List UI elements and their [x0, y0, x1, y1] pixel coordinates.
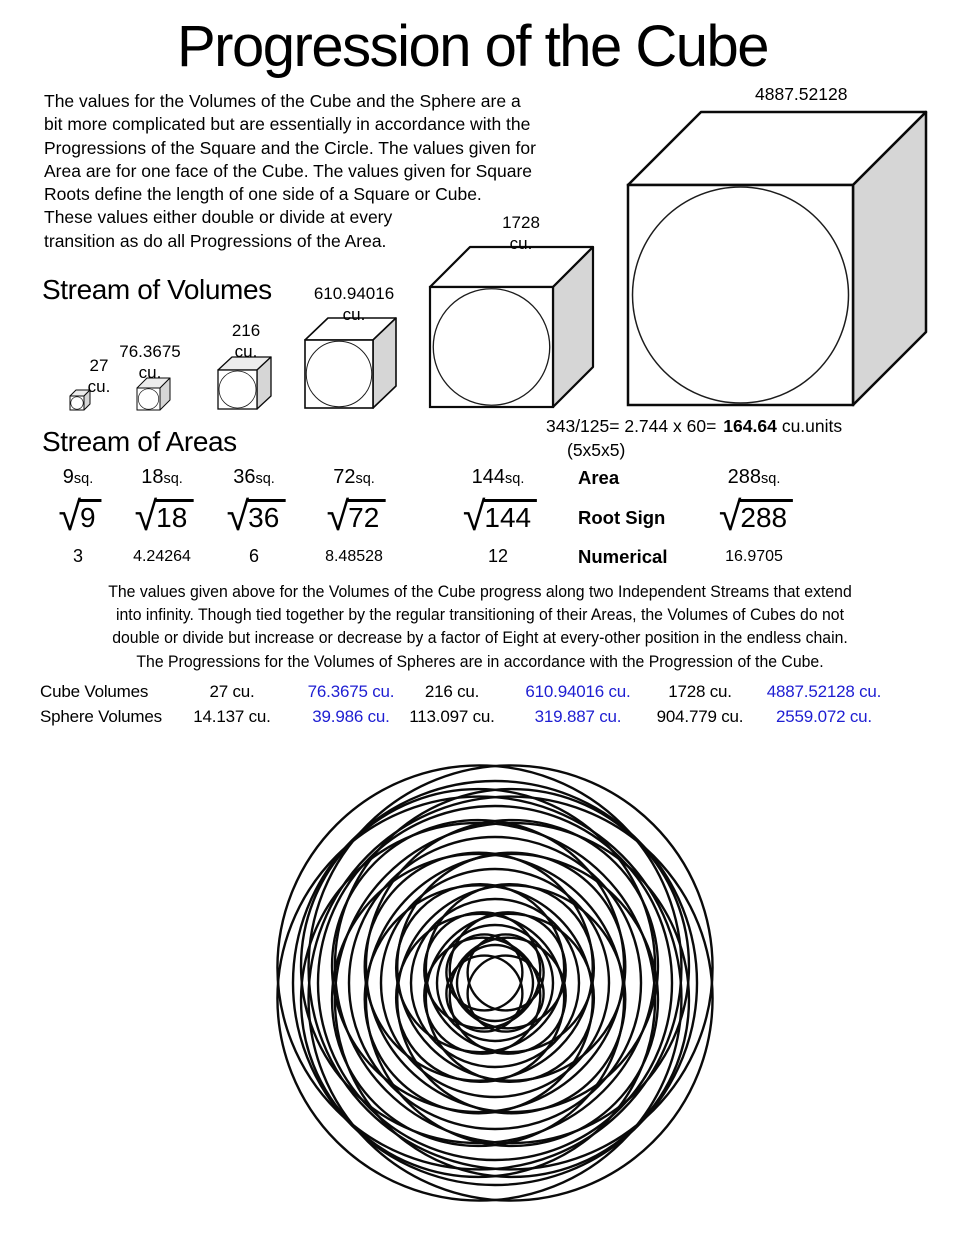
cube-volume-value: 1728 [502, 213, 540, 232]
rosette-circle-ring3-2 [426, 914, 594, 1082]
sq-unit: sq. [73, 471, 94, 487]
calc-equation [546, 416, 842, 437]
area-number: 72 [333, 466, 356, 488]
table-row-label: Cube Volumes [40, 682, 149, 701]
table-cell-1-3: 319.887 cu. [534, 707, 622, 726]
table-cell-1-0: 14.137 cu. [193, 707, 271, 726]
stream-of-volumes-heading: Stream of Volumes [42, 274, 272, 305]
cube-front-face-610.94016 [305, 340, 373, 408]
table-cell-1-1: 39.986 cu. [312, 707, 390, 726]
row-label-area: Area [578, 467, 620, 488]
area-number: 18 [141, 466, 164, 488]
body-paragraph [34, 580, 927, 673]
sq-unit: sq. [255, 471, 275, 487]
body-line-4: The Progressions for the Volumes of Spheres are in accordance with the Progression of the Cube. [136, 651, 824, 671]
numerical-8.48528: 8.48528 [325, 548, 383, 565]
radicand: 18 [155, 499, 193, 533]
intro-line-4: Area are for one face of the Cube. The values given for Square [44, 160, 533, 181]
area-number: 288 [727, 466, 762, 488]
table-row-label: Sphere Volumes [40, 707, 162, 726]
cube-volume-label-610.94016 [314, 283, 394, 325]
table-cell-1-4: 904.779 cu. [656, 707, 744, 726]
area-number: 144 [471, 466, 506, 488]
numerical-3: 3 [72, 546, 84, 566]
cube-volume-value: 216 [231, 321, 261, 340]
calc-note: (5x5x5) [567, 440, 626, 460]
body-line-3: double or divide but increase or decrease by a factor of Eight at every-other position in the endless chain. [112, 628, 848, 648]
sq-unit: sq. [163, 471, 183, 487]
radicand: 288 [739, 499, 793, 533]
area-value-9 [63, 466, 93, 489]
rosette-circle-ring3-3 [426, 884, 594, 1052]
radicand: 9 [79, 499, 102, 533]
table-cell-0-0: 27 cu. [209, 682, 255, 701]
radicand: 144 [483, 499, 537, 533]
cube-volume-unit: cu. [234, 342, 258, 361]
numerical-6: 6 [248, 546, 260, 566]
intro-line-2: bit more complicated but are essentially in accordance with the [44, 114, 531, 135]
cube-volume-label-216 [232, 320, 260, 362]
intro-paragraph [44, 90, 536, 253]
table-cell-1-2: 113.097 cu. [409, 707, 495, 726]
cube-volume-value: 610.94016 [313, 284, 395, 303]
numerical-12: 12 [487, 546, 509, 566]
rosette-circle-ring3-5 [396, 884, 564, 1052]
radical-sqrt-9 [58, 493, 101, 539]
area-value-288 [728, 466, 781, 489]
cube-volume-unit: cu. [509, 234, 533, 253]
cube-volume-unit: cu. [342, 305, 366, 324]
rosette-circle-ring2-1 [437, 925, 553, 1041]
radicand: 36 [247, 499, 285, 533]
intro-line-7: transition as do all Progressions of the Area. [44, 230, 387, 251]
page-title: Progression of the Cube [177, 14, 768, 79]
cube-volume-unit: cu. [138, 363, 162, 382]
area-number: 36 [233, 466, 256, 488]
row-label-root-sign: Root Sign [578, 507, 666, 528]
table-cell-0-2: 216 cu. [424, 682, 480, 701]
intro-line-5: Roots define the length of one side of a Square or Cube. [44, 184, 482, 205]
radical-sign-icon: √ [462, 493, 486, 539]
sq-unit: sq. [761, 471, 781, 487]
cube-volume-label-27 [88, 355, 111, 397]
cube-front-face-216 [218, 370, 257, 409]
cube-volume-label-4887: 4887.52128 [755, 84, 848, 104]
intro-line-6: These values either double or divide at every [44, 207, 393, 228]
radical-sqrt-288 [718, 493, 793, 539]
area-value-36 [233, 466, 275, 489]
area-value-144 [472, 466, 525, 489]
table-cell-0-4: 1728 cu. [668, 682, 732, 701]
calc-unit: cu.units [781, 416, 843, 436]
cube-volume-value: 76.3675 [119, 342, 181, 361]
area-value-72 [333, 466, 375, 489]
table-cell-0-3: 610.94016 cu. [525, 682, 631, 701]
intro-line-1: The values for the Volumes of the Cube and the Sphere are a [44, 91, 521, 111]
area-value-18 [141, 466, 183, 489]
cube-front-face-1728 [430, 287, 553, 407]
radical-sign-icon: √ [718, 493, 742, 539]
radical-sign-icon: √ [134, 493, 158, 539]
numerical-16.9705: 16.9705 [725, 548, 783, 565]
cube-front-face-4887.52128 [628, 185, 853, 405]
intro-line-3: Progressions of the Square and the Circle. The values given for [44, 137, 536, 158]
rosette-circle-ring3-4 [396, 914, 564, 1082]
cube-volume-unit: cu. [87, 377, 111, 396]
row-label-numerical: Numerical [578, 546, 668, 567]
radical-sign-icon: √ [226, 493, 250, 539]
radicand: 72 [347, 499, 385, 533]
calc-prefix: 343/125= 2.744 x 60= [546, 416, 717, 436]
sq-unit: sq. [355, 471, 375, 487]
table-cell-1-5: 2559.072 cu. [776, 707, 872, 726]
cube-front-face-76.3675 [137, 388, 160, 410]
radical-sqrt-72 [326, 493, 386, 539]
cube-front-face-27 [70, 396, 84, 410]
cube-volume-label-1728 [502, 212, 540, 254]
area-number: 9 [62, 466, 74, 488]
stream-of-areas-heading: Stream of Areas [42, 426, 237, 457]
calc-result: 164.64 [723, 416, 777, 436]
table-cell-0-1: 76.3675 cu. [307, 682, 395, 701]
radical-sqrt-36 [226, 493, 286, 539]
table-cell-0-5: 4887.52128 cu. [766, 682, 882, 701]
radical-sign-icon: √ [326, 493, 350, 539]
radical-sqrt-144 [462, 493, 537, 539]
radical-sqrt-18 [134, 493, 194, 539]
sq-unit: sq. [505, 471, 525, 487]
cube-volume-label-76.3675 [119, 341, 180, 383]
body-line-2: into infinity. Though tied together by the regular transitioning of their Areas, the Volumes of Cubes do not [115, 605, 844, 625]
radical-sign-icon: √ [58, 493, 81, 539]
numerical-4.24264: 4.24264 [133, 548, 191, 565]
body-line-1: The values given above for the Volumes of the Cube progress along two Independent Streams that extend [108, 582, 852, 601]
cube-volume-value: 27 [89, 356, 109, 375]
